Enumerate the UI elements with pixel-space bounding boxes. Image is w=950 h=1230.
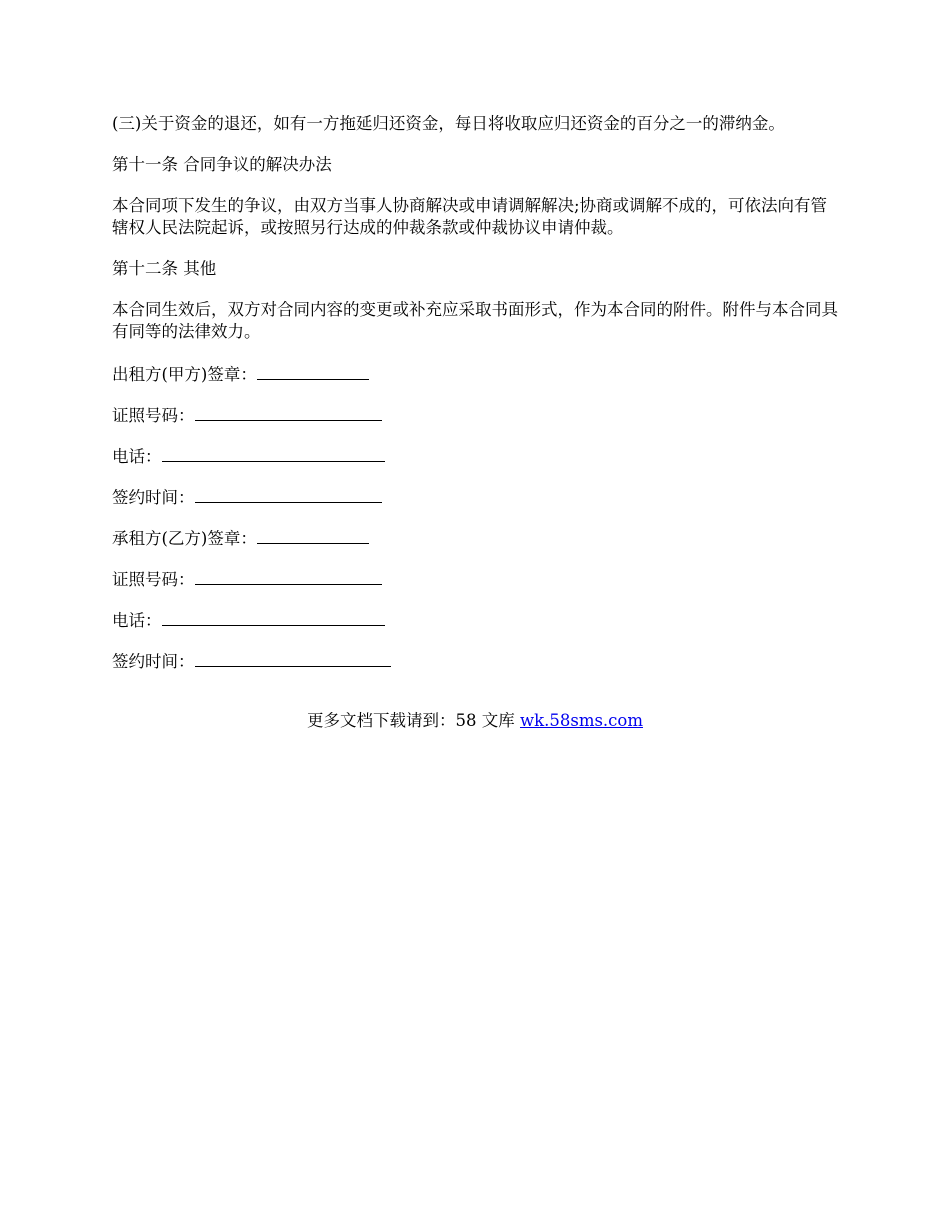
- field-label: 证照号码：: [112, 570, 195, 589]
- lessee-signature-field: [112, 526, 842, 548]
- paragraph-fund-refund: (三)关于资金的退还，如有一方拖延归还资金，每日将收取应归还资金的百分之一的滞纳金。: [112, 114, 785, 133]
- footer-text: 更多文档下载请到：58 文库: [306, 711, 520, 730]
- lessor-signature-field: [112, 362, 842, 384]
- field-label: 签约时间：: [112, 652, 195, 671]
- phone-blank: [162, 608, 385, 626]
- heading-article-12: 第十二条 其他: [112, 259, 217, 278]
- lessee-sign-date-field: [112, 649, 842, 671]
- field-label: 电话：: [112, 447, 162, 466]
- footer-link[interactable]: wk.58sms.com: [519, 711, 643, 730]
- document-body: [112, 113, 842, 690]
- paragraph-dispute-resolution: 本合同项下发生的争议，由双方当事人协商解决或申请调解解决;协商或调解不成的，可依法向有管辖权人民法院起诉，或按照另行达成的仲裁条款或仲裁协议申请仲裁。: [112, 196, 828, 237]
- footer-download-note: [0, 710, 950, 732]
- field-label: 电话：: [112, 611, 162, 630]
- heading-article-11: 第十一条 合同争议的解决办法: [112, 155, 332, 174]
- license-number-blank: [195, 567, 382, 585]
- sign-date-blank: [195, 649, 391, 667]
- field-label: 出租方(甲方)签章：: [112, 365, 257, 384]
- phone-blank: [162, 444, 385, 462]
- lessee-license-number-field: [112, 567, 842, 589]
- signature-blank: [257, 362, 369, 380]
- lessor-sign-date-field: [112, 485, 842, 507]
- lessee-phone-field: [112, 608, 842, 630]
- lessor-license-number-field: [112, 403, 842, 425]
- lessor-phone-field: [112, 444, 842, 466]
- field-label: 签约时间：: [112, 488, 195, 507]
- signature-blank: [257, 526, 369, 544]
- field-label: 证照号码：: [112, 406, 195, 425]
- field-label: 承租方(乙方)签章：: [112, 529, 257, 548]
- sign-date-blank: [195, 485, 382, 503]
- license-number-blank: [195, 403, 382, 421]
- paragraph-other-terms: 本合同生效后，双方对合同内容的变更或补充应采取书面形式，作为本合同的附件。附件与本合同具有同等的法律效力。: [112, 300, 838, 341]
